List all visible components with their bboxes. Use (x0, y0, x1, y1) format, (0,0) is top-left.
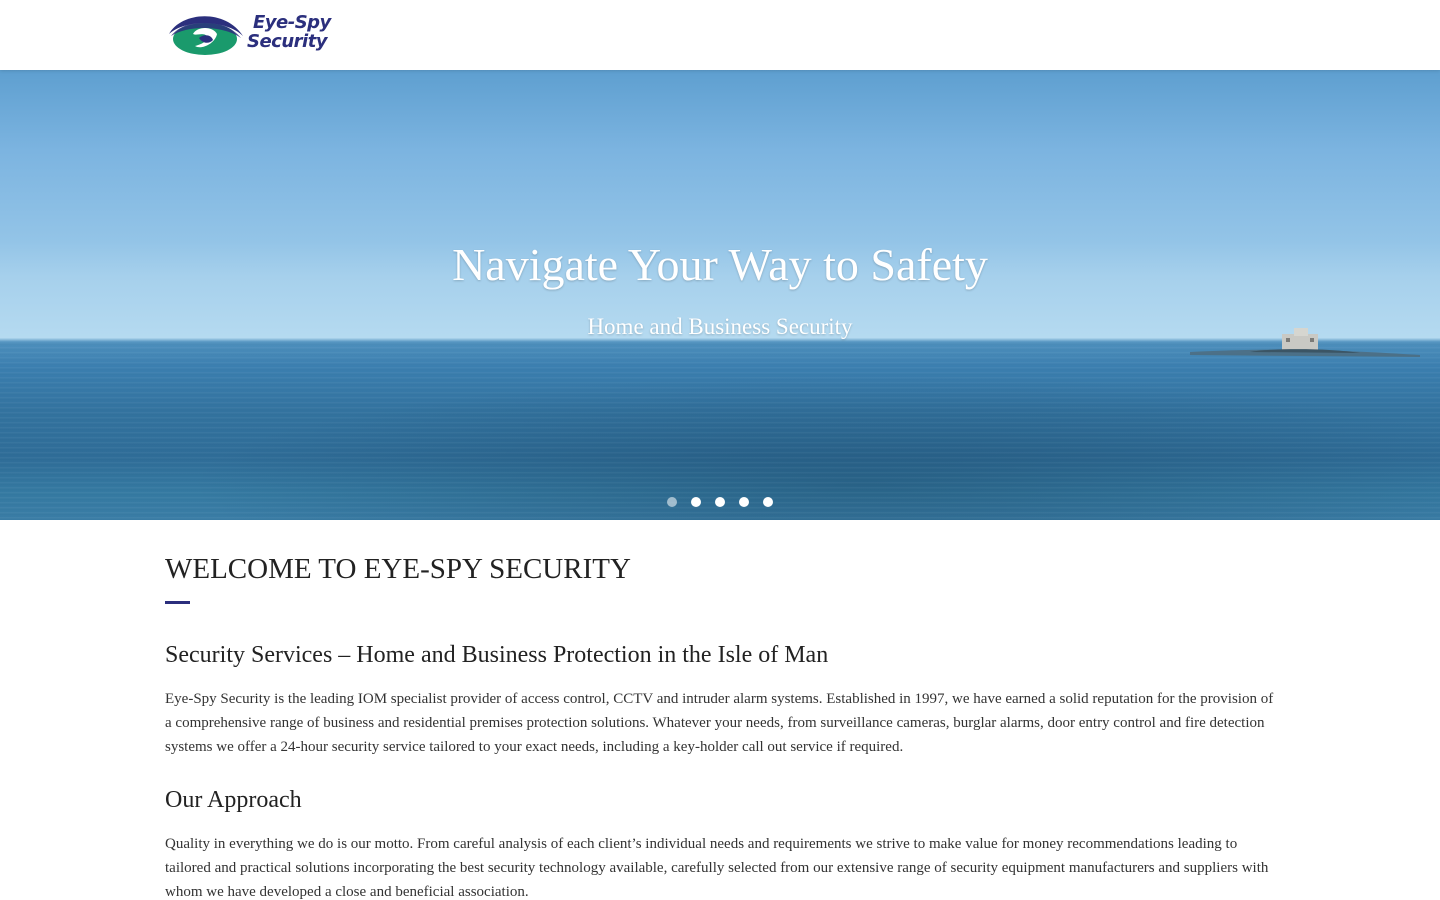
approach-paragraph: Quality in everything we do is our motto. From careful analysis of each client’s individual needs and requirements we strive to make value for money recommendations leading to tailored and practical solutions incorporating the best security technology available, carefully selected from our extensive range of security equipment manufacturers and suppliers with whom we have developed a close and beneficial association. (165, 836, 1269, 900)
site-header (0, 0, 1440, 70)
logo-line-2: Security (247, 31, 328, 52)
slider-dot-3[interactable] (715, 497, 725, 507)
main-content (165, 520, 1280, 900)
approach-heading: Our Approach (165, 787, 302, 813)
hero-slider (0, 70, 1440, 520)
slider-dot-2[interactable] (691, 497, 701, 507)
services-heading: Security Services – Home and Business Protection in the Isle of Man (165, 642, 829, 668)
logo-line-1: Eye-Spy (253, 12, 331, 33)
sea-texture (0, 342, 1440, 520)
welcome-title: WELCOME TO EYE-SPY SECURITY (165, 553, 631, 585)
slider-dot-1[interactable] (667, 497, 677, 507)
logo-link[interactable] (167, 10, 337, 60)
slider-dot-5[interactable] (763, 497, 773, 507)
title-underline (165, 601, 190, 604)
services-paragraph: Eye-Spy Security is the leading IOM specialist provider of access control, CCTV and intruder alarm systems. Established in 1997, we have earned a solid reputation for the provision of a comprehensive range of business and residential premises protection solutions. Whatever your needs, from surveillance cameras, burglar alarms, door entry control and fire detection systems we offer a 24-hour security service tailored to your exact needs, including a key-holder call out service if required. (165, 691, 1274, 755)
hero-subtitle: Home and Business Security (587, 314, 853, 339)
eye-logo-icon (167, 10, 245, 58)
slider-dot-4[interactable] (739, 497, 749, 507)
logo-text (247, 13, 331, 51)
hero-title: Navigate Your Way to Safety (452, 239, 988, 290)
slider-pagination (0, 497, 1440, 507)
